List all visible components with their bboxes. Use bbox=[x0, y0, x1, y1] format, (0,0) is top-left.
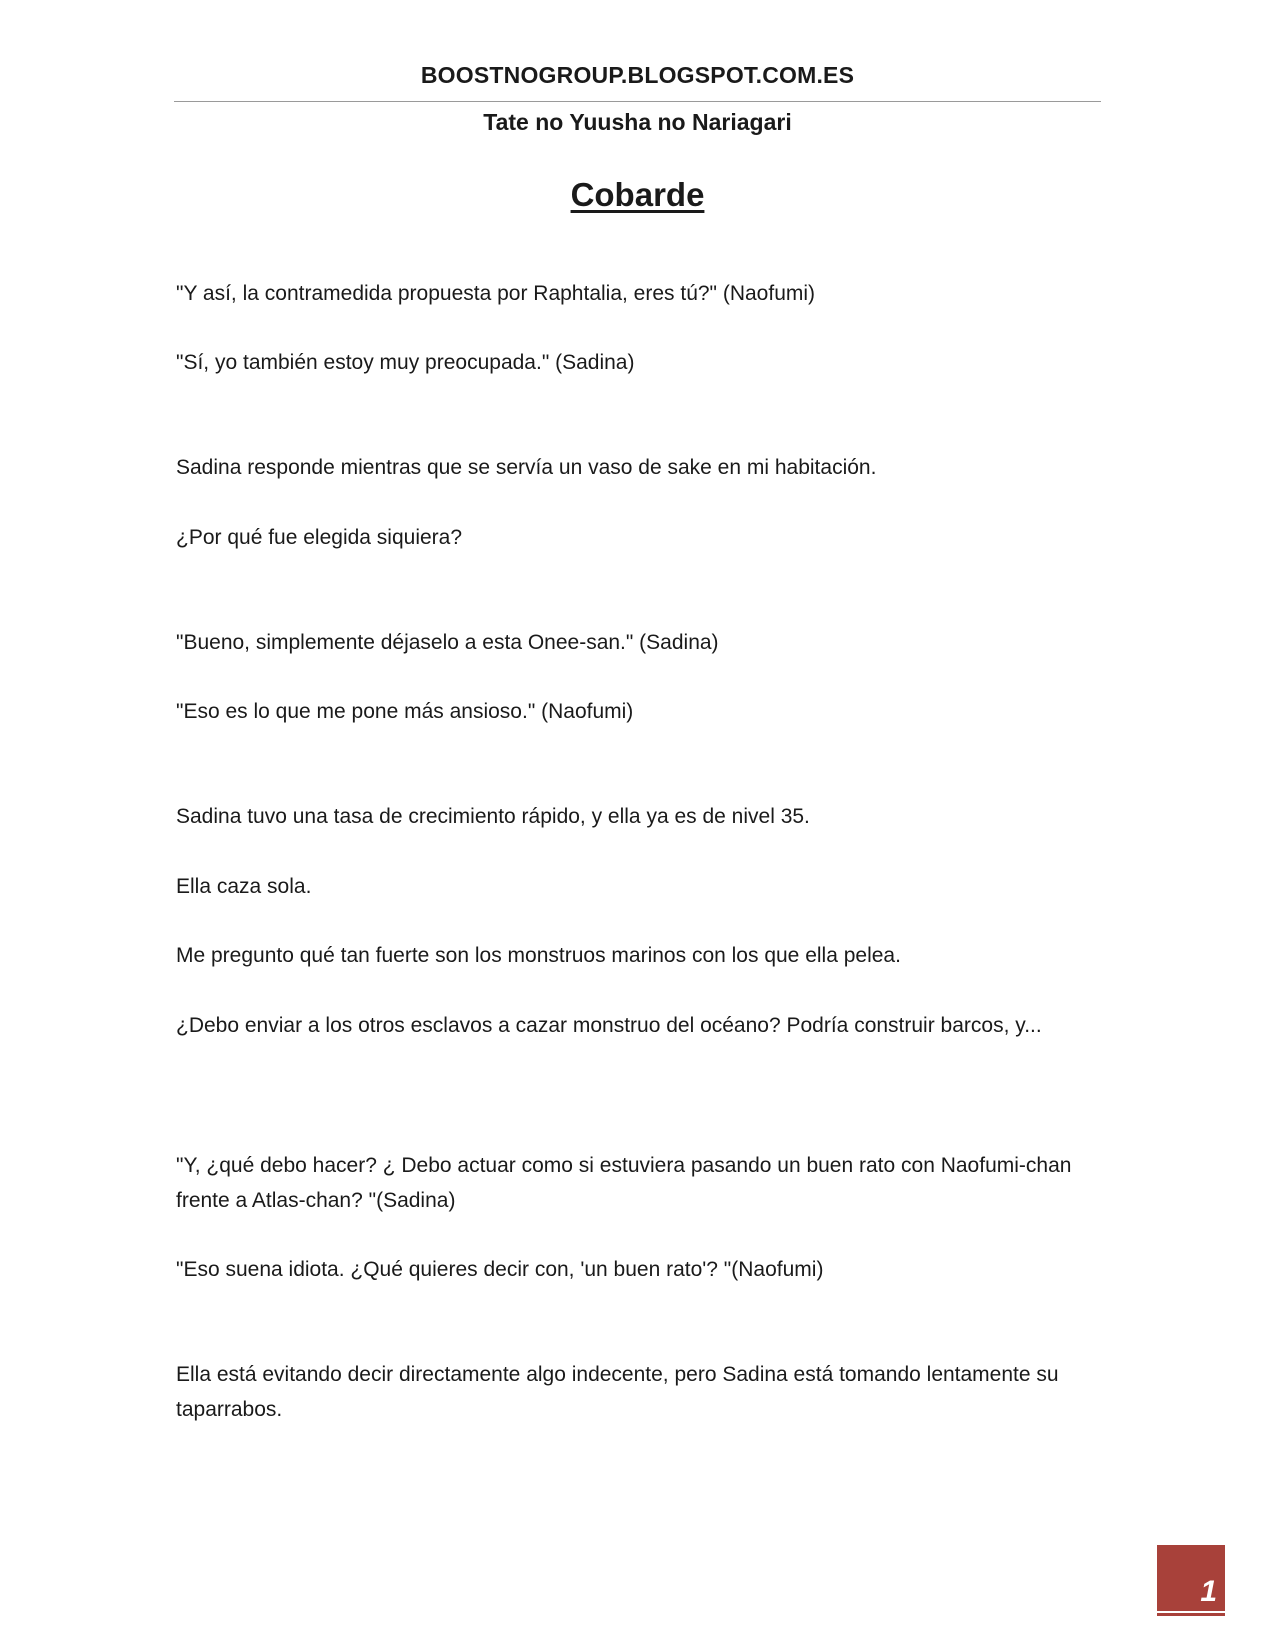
header-divider bbox=[174, 101, 1101, 102]
paragraph: "Y así, la contramedida propuesta por Raphtalia, eres tú?" (Naofumi) bbox=[176, 282, 816, 305]
paragraph: Sadina tuvo una tasa de crecimiento rápido, y ella ya es de nivel 35. bbox=[176, 805, 810, 828]
paragraph: "Eso suena idiota. ¿Qué quieres decir con, 'un buen rato'? "(Naofumi) bbox=[176, 1258, 824, 1281]
paragraph: "Eso es lo que me pone más ansioso." (Naofumi) bbox=[176, 700, 634, 723]
paragraph: "Y, ¿qué debo hacer? ¿ Debo actuar como si estuviera pasando un buen rato con Naofumi-chan frente a Atlas-chan? "(Sadina) bbox=[176, 1154, 1072, 1212]
paragraph: "Bueno, simplemente déjaselo a esta Onee-san." (Sadina) bbox=[176, 631, 719, 654]
paragraph: ¿Por qué fue elegida siquiera? bbox=[176, 526, 463, 549]
page-badge-underline bbox=[1157, 1613, 1225, 1616]
page-number: 1 bbox=[1200, 1575, 1217, 1608]
page-number-badge bbox=[1157, 1545, 1225, 1611]
header-series-title: Tate no Yuusha no Nariagari bbox=[483, 109, 792, 135]
paragraph: Ella está evitando decir directamente algo indecente, pero Sadina está tomando lentamente su taparrabos. bbox=[176, 1363, 1059, 1421]
chapter-title: Cobarde bbox=[570, 176, 705, 213]
paragraph: Sadina responde mientras que se servía un vaso de sake en mi habitación. bbox=[176, 456, 877, 479]
paragraph: Me pregunto qué tan fuerte son los monstruos marinos con los que ella pelea. bbox=[176, 944, 901, 967]
paragraph: Ella caza sola. bbox=[176, 875, 312, 898]
paragraph: ¿Debo enviar a los otros esclavos a cazar monstruo del océano? Podría construir barcos, y... bbox=[176, 1014, 1042, 1037]
paragraph: "Sí, yo también estoy muy preocupada." (Sadina) bbox=[176, 351, 635, 374]
header-site-name: BOOSTNOGROUP.BLOGSPOT.COM.ES bbox=[420, 62, 855, 88]
